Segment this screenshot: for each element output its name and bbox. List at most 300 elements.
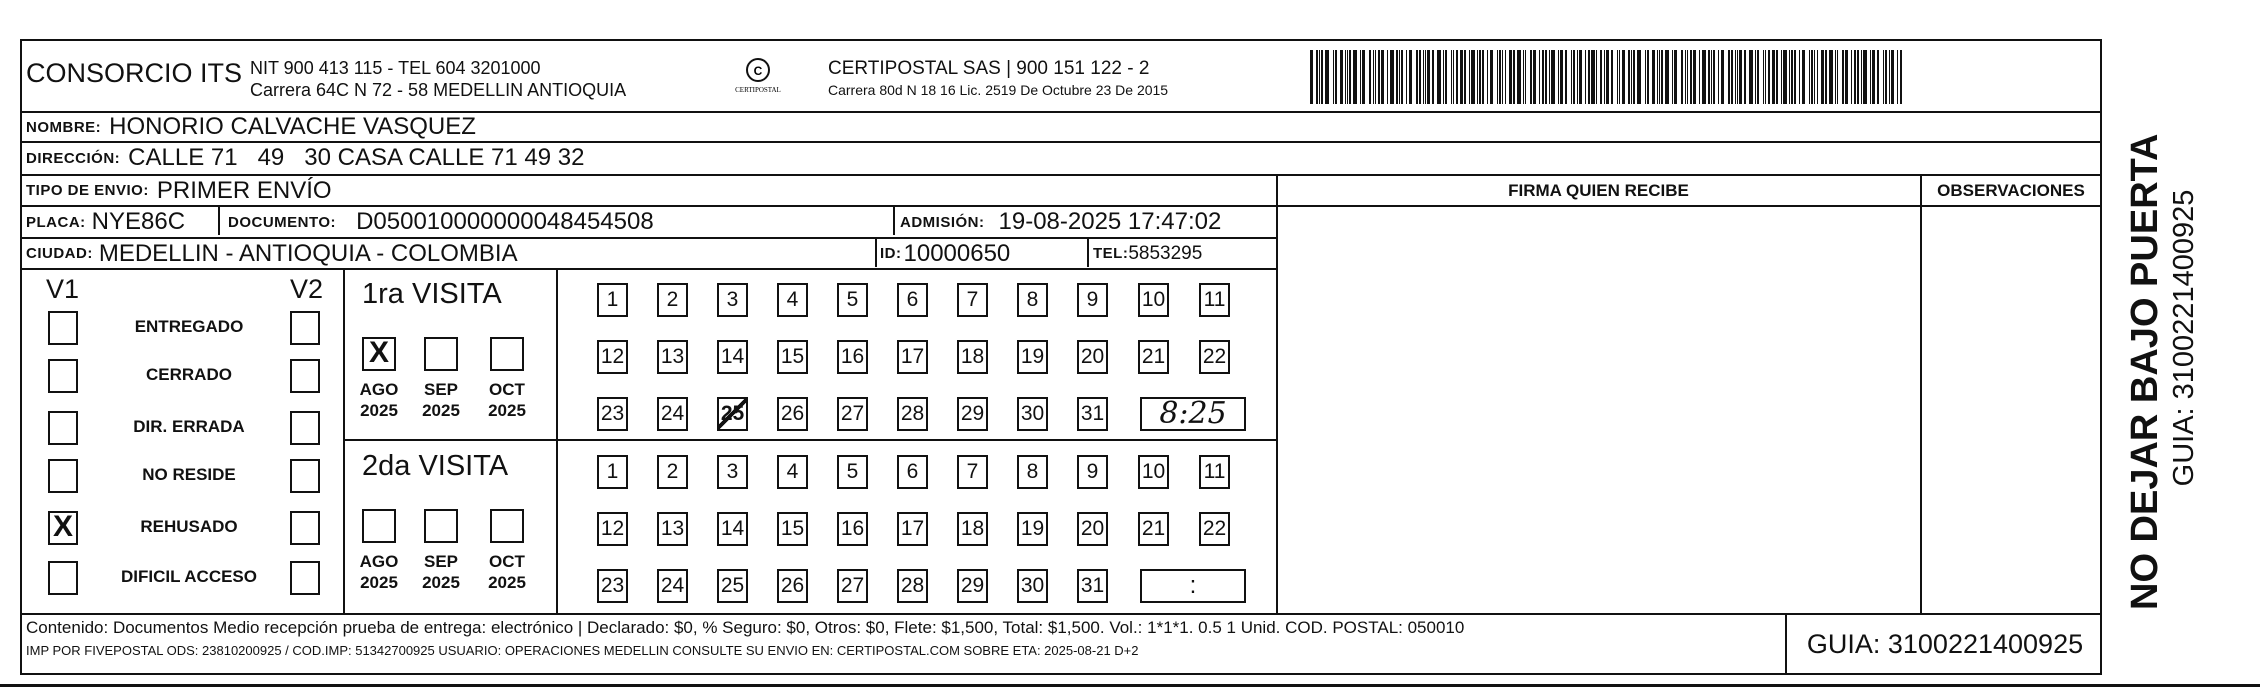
direccion-row: [26, 144, 584, 172]
admision-value: 19-08-2025 17:47:02: [998, 208, 1222, 235]
day-box[interactable]: 26: [777, 397, 808, 431]
barcode-bar: [1333, 50, 1334, 104]
day-box[interactable]: 1: [597, 283, 628, 317]
id-value: 10000650: [903, 239, 1011, 267]
barcode-bar: [1687, 50, 1688, 104]
month-checkbox-0-1[interactable]: [424, 337, 458, 371]
barcode-bar: [1699, 50, 1700, 104]
direccion-value: CALLE 71 49 30 CASA CALLE 71 49 32: [128, 144, 585, 171]
barcode-bar: [1763, 50, 1764, 104]
day-box[interactable]: 10: [1138, 455, 1169, 489]
barcode-bar: [1509, 50, 1512, 104]
barcode-bar: [1401, 50, 1403, 104]
month-year: 2025: [488, 401, 526, 420]
barcode-bar: [1851, 50, 1852, 104]
barcode-bar: [1353, 50, 1357, 104]
barcode-bar: [1539, 50, 1540, 104]
day-box[interactable]: 15: [777, 512, 808, 546]
barcode-bar: [1316, 50, 1318, 104]
barcode-bar: [1425, 50, 1426, 104]
day-box[interactable]: 16: [837, 512, 868, 546]
visit-time-box[interactable]: 8:25: [1140, 397, 1246, 431]
barcode-bar: [1513, 50, 1515, 104]
barcode-bar: [1611, 50, 1613, 104]
month-label: [482, 551, 532, 593]
day-box[interactable]: 4: [777, 455, 808, 489]
barcode-bar: [1497, 50, 1498, 104]
barcode-bar: [1373, 50, 1374, 104]
month-year: 2025: [422, 573, 460, 592]
divider: [218, 207, 220, 235]
day-box[interactable]: 13: [657, 512, 688, 546]
divider: [0, 684, 2260, 687]
barcode-bar: [1672, 50, 1673, 104]
barcode-bar: [1549, 50, 1550, 104]
barcode-bar: [1600, 50, 1602, 104]
day-box[interactable]: 14: [717, 340, 748, 374]
barcode-bar: [1735, 50, 1736, 104]
id-label: ID:: [880, 245, 902, 262]
day-box[interactable]: 28: [897, 569, 928, 603]
day-box[interactable]: 8: [1017, 283, 1048, 317]
barcode-bar: [1558, 50, 1559, 104]
ciudad-label: CIUDAD:: [26, 245, 93, 262]
barcode-bar: [1744, 50, 1746, 104]
barcode-bar: [1565, 50, 1567, 104]
day-box[interactable]: 5: [837, 283, 868, 317]
footer-content-line: Contenido: Documentos Medio recepción prueba de entrega: electrónico | Declarado: $0, % Seguro: $0, Otros: $0, Flete: $1,500, Total: $1,500. Vol.: 1*1*1. 0.5 1 Unid. COD. POSTAL: 050010: [26, 618, 1465, 637]
checkbox-v1-4[interactable]: X: [48, 511, 78, 545]
admision-row: [900, 208, 1221, 236]
barcode-bar: [1821, 50, 1824, 104]
barcode-bar: [1685, 50, 1686, 104]
checkbox-v2-2[interactable]: [290, 411, 320, 445]
divider: [893, 207, 895, 235]
day-box[interactable]: 18: [957, 340, 988, 374]
barcode-bar: [1891, 50, 1894, 104]
barcode-bar: [1396, 50, 1398, 104]
cause-label: REHUSADO: [140, 517, 238, 536]
day-box[interactable]: 19: [1017, 340, 1048, 374]
day-box[interactable]: 14: [717, 512, 748, 546]
barcode-bar: [1551, 50, 1555, 104]
barcode-bar: [1783, 50, 1787, 104]
day-box[interactable]: 28: [897, 397, 928, 431]
day-box[interactable]: 23: [597, 397, 628, 431]
barcode-bar: [1885, 50, 1887, 104]
header-carrier: CERTIPOSTAL SAS | 900 151 122 - 2: [828, 58, 1150, 79]
barcode-bar: [1842, 50, 1844, 104]
barcode-bar: [1711, 50, 1712, 104]
barcode-bar: [1310, 50, 1313, 104]
month-checkbox-1-2[interactable]: [490, 509, 524, 543]
day-box[interactable]: 5: [837, 455, 868, 489]
barcode-bar: [1469, 50, 1470, 104]
barcode-bar: [1702, 50, 1706, 104]
day-box[interactable]: 9: [1077, 283, 1108, 317]
barcode-bar: [1708, 50, 1710, 104]
v1-label: V1: [46, 274, 80, 304]
certipostal-logo: [728, 56, 788, 98]
month-year: 2025: [360, 573, 398, 592]
observaciones-area[interactable]: [1924, 207, 2100, 612]
month-checkbox-0-2[interactable]: [490, 337, 524, 371]
barcode-bar: [1456, 50, 1458, 104]
barcode-bar: [1340, 50, 1343, 104]
barcode-bar: [1772, 50, 1775, 104]
barcode-bar: [1427, 50, 1430, 104]
day-box[interactable]: 7: [957, 283, 988, 317]
barcode-bar: [1829, 50, 1833, 104]
divider: [875, 239, 877, 267]
day-box[interactable]: 13: [657, 340, 688, 374]
barcode-bar: [1835, 50, 1836, 104]
barcode-bar: [1499, 50, 1501, 104]
barcode-bar: [1525, 50, 1526, 104]
id-row: [880, 240, 1010, 267]
documento-value: D050010000000048454508: [356, 208, 654, 235]
day-box[interactable]: 12: [597, 512, 628, 546]
day-box[interactable]: 21: [1138, 512, 1169, 546]
barcode-bar: [1369, 50, 1371, 104]
nombre-label: NOMBRE:: [26, 118, 102, 136]
barcode-bar: [1889, 50, 1890, 104]
day-box[interactable]: 19: [1017, 512, 1048, 546]
barcode-bar: [1883, 50, 1884, 104]
month-label: [416, 551, 466, 593]
barcode-bar: [1809, 50, 1810, 104]
barcode-icon: [1310, 50, 1910, 104]
barcode-bar: [1776, 50, 1778, 104]
cause-label: DIFICIL ACCESO: [120, 567, 257, 586]
placa-row: [26, 208, 185, 236]
barcode-bar: [1604, 50, 1605, 104]
day-box[interactable]: 31: [1077, 397, 1108, 431]
barcode-bar: [1378, 50, 1380, 104]
barcode-bar: [1517, 50, 1521, 104]
divider: [1276, 175, 1278, 614]
barcode-bar: [1789, 50, 1790, 104]
day-box[interactable]: 4: [777, 283, 808, 317]
month-name: SEP: [423, 380, 459, 399]
tel-value: 5853295: [1128, 242, 1203, 264]
month-name: OCT: [489, 380, 525, 399]
barcode-bar: [1661, 50, 1663, 104]
divider: [343, 270, 345, 614]
day-box[interactable]: 22: [1199, 512, 1230, 546]
barcode-bar: [1577, 50, 1578, 104]
barcode-bar: [1606, 50, 1609, 104]
footer-guia: GUIA: 3100221400925: [1806, 629, 2084, 659]
barcode-bar: [1768, 50, 1770, 104]
day-box[interactable]: 22: [1199, 340, 1230, 374]
barcode-bar: [1443, 50, 1444, 104]
month-name: OCT: [489, 552, 525, 571]
month-year: 2025: [422, 401, 460, 420]
barcode-bar: [1542, 50, 1544, 104]
day-box[interactable]: 7: [957, 455, 988, 489]
day-box[interactable]: 26: [777, 569, 808, 603]
day-box[interactable]: 8: [1017, 455, 1048, 489]
month-label: [354, 551, 404, 593]
divider: [20, 613, 2102, 615]
day-box[interactable]: 24: [657, 569, 688, 603]
barcode-bar: [1665, 50, 1669, 104]
barcode-bar: [1690, 50, 1692, 104]
barcode-bar: [1872, 50, 1875, 104]
checkbox-v1-1[interactable]: [48, 359, 78, 393]
barcode-bar: [1335, 50, 1337, 104]
barcode-bar: [1637, 50, 1641, 104]
barcode-bar: [1755, 50, 1756, 104]
barcode-bar: [1432, 50, 1434, 104]
ciudad-row: [26, 240, 518, 267]
tipo-value: PRIMER ENVÍO: [156, 176, 332, 204]
barcode-bar: [1718, 50, 1719, 104]
barcode-bar: [1451, 50, 1452, 104]
day-box[interactable]: 29: [957, 397, 988, 431]
barcode-bar: [1693, 50, 1696, 104]
barcode-bar: [1681, 50, 1683, 104]
cause-label: NO RESIDE: [142, 465, 236, 484]
logo-text: CERTIPOSTAL: [735, 86, 781, 94]
day-box[interactable]: 20: [1077, 340, 1108, 374]
day-box[interactable]: 30: [1017, 569, 1048, 603]
day-box[interactable]: 3: [717, 283, 748, 317]
barcode-bar: [1347, 50, 1348, 104]
barcode-bar: [1460, 50, 1463, 104]
month-label: [416, 379, 466, 421]
barcode-bar: [1652, 50, 1655, 104]
barcode-bar: [1628, 50, 1630, 104]
checkbox-v2-1[interactable]: [290, 359, 320, 393]
checkbox-v2-0[interactable]: [290, 311, 320, 345]
day-box[interactable]: 1: [597, 455, 628, 489]
checkbox-v1-2[interactable]: [48, 411, 78, 445]
barcode-bar: [1375, 50, 1376, 104]
barcode-bar: [1505, 50, 1506, 104]
checkbox-v2-4[interactable]: [290, 511, 320, 545]
cause-label: DIR. ERRADA: [133, 417, 245, 436]
barcode-bar: [1530, 50, 1532, 104]
day-box[interactable]: 29: [957, 569, 988, 603]
month-checkbox-1-1[interactable]: [424, 509, 458, 543]
barcode-bar: [1631, 50, 1632, 104]
day-box[interactable]: 31: [1077, 569, 1108, 603]
checkbox-v2-5[interactable]: [290, 561, 320, 595]
day-box[interactable]: 6: [897, 455, 928, 489]
day-box[interactable]: 11: [1199, 283, 1230, 317]
month-name: AGO: [359, 380, 399, 399]
barcode-bar: [1825, 50, 1827, 104]
barcode-bar: [1811, 50, 1813, 104]
barcode-bar: [1533, 50, 1536, 104]
barcode-bar: [1490, 50, 1493, 104]
barcode-bar: [1657, 50, 1658, 104]
barcode-bar: [1573, 50, 1575, 104]
header-company-address: Carrera 64C N 72 - 58 MEDELLIN ANTIOQUIA: [250, 80, 627, 100]
documento-row: [228, 208, 654, 236]
observaciones-label: OBSERVACIONES: [1937, 181, 2085, 200]
barcode-bar: [1345, 50, 1346, 104]
documento-label: DOCUMENTO:: [228, 213, 337, 231]
checkbox-v1-5[interactable]: [48, 561, 78, 595]
header-carrier-license: Carrera 80d N 18 16 Lic. 2519 De Octubre 23 De 2015: [828, 82, 1169, 98]
nombre-row: [26, 114, 476, 140]
day-box[interactable]: 30: [1017, 397, 1048, 431]
barcode-bar: [1721, 50, 1724, 104]
day-box[interactable]: 11: [1199, 455, 1230, 489]
placa-value: NYE86C: [91, 208, 186, 235]
barcode-bar: [1560, 50, 1563, 104]
barcode-bar: [1728, 50, 1730, 104]
month-label: [354, 379, 404, 421]
barcode-bar: [1453, 50, 1454, 104]
day-box[interactable]: 18: [957, 512, 988, 546]
barcode-bar: [1870, 50, 1871, 104]
month-name: AGO: [359, 552, 399, 571]
barcode-bar: [1814, 50, 1815, 104]
barcode-bar: [1791, 50, 1793, 104]
day-box[interactable]: 23: [597, 569, 628, 603]
cause-label: ENTREGADO: [134, 317, 244, 336]
divider: [556, 270, 558, 614]
barcode-bar: [1591, 50, 1595, 104]
v2-label: V2: [290, 274, 324, 304]
day-box[interactable]: 3: [717, 455, 748, 489]
barcode-bar: [1387, 50, 1388, 104]
cause-label: CERRADO: [146, 365, 232, 384]
barcode-bar: [1739, 50, 1742, 104]
barcode-bar: [1737, 50, 1738, 104]
barcode-bar: [1749, 50, 1753, 104]
visit-2-title: 2da VISITA: [362, 450, 509, 482]
divider: [20, 174, 2102, 176]
side-warning: NO DEJAR BAJO PUERTA: [2124, 133, 2166, 610]
month-year: 2025: [360, 401, 398, 420]
barcode-bar: [1588, 50, 1590, 104]
barcode-bar: [1571, 50, 1572, 104]
barcode-bar: [1319, 50, 1320, 104]
barcode-bar: [1647, 50, 1649, 104]
day-box[interactable]: 20: [1077, 512, 1108, 546]
checkbox-v1-0[interactable]: [48, 311, 78, 345]
barcode-bar: [1897, 50, 1898, 104]
barcode-bar: [1545, 50, 1547, 104]
day-box[interactable]: 9: [1077, 455, 1108, 489]
divider: [1920, 175, 1922, 614]
barcode-bar: [1659, 50, 1660, 104]
barcode-bar: [1619, 50, 1620, 104]
month-checkbox-0-0[interactable]: X: [362, 337, 396, 371]
day-box[interactable]: 21: [1138, 340, 1169, 374]
checkbox-v2-3[interactable]: [290, 459, 320, 493]
barcode-bar: [1423, 50, 1424, 104]
barcode-bar: [1617, 50, 1618, 104]
barcode-bar: [1713, 50, 1715, 104]
day-box[interactable]: 17: [897, 340, 928, 374]
checkbox-v1-3[interactable]: [48, 459, 78, 493]
barcode-bar: [1579, 50, 1582, 104]
barcode-bar: [1321, 50, 1323, 104]
barcode-bar: [1477, 50, 1478, 104]
tel-label: TEL:: [1093, 245, 1129, 262]
direccion-label: DIRECCIÓN:: [26, 149, 121, 167]
visit-time-box[interactable]: :: [1140, 569, 1246, 603]
month-checkbox-1-0[interactable]: [362, 509, 396, 543]
barcode-bar: [1464, 50, 1466, 104]
barcode-bar: [1863, 50, 1867, 104]
day-box[interactable]: 24: [657, 397, 688, 431]
barcode-bar: [1437, 50, 1441, 104]
barcode-bar: [1674, 50, 1677, 104]
barcode-bar: [1622, 50, 1625, 104]
day-box[interactable]: 2: [657, 283, 688, 317]
visit-1-title: 1ra VISITA: [362, 278, 502, 310]
footer-imp-line: IMP POR FIVEPOSTAL ODS: 23810200925 / COD.IMP: 51342700925 USUARIO: OPERACIONES MEDELLIN CONSULTE SU ENVIO EN: CERTIPOSTAL.COM SOBRE ETA: 2025-08-21 D+2: [26, 643, 1139, 658]
day-box[interactable]: 2: [657, 455, 688, 489]
barcode-bar: [1757, 50, 1759, 104]
barcode-bar: [1845, 50, 1848, 104]
day-box[interactable]: 16: [837, 340, 868, 374]
barcode-bar: [1360, 50, 1361, 104]
day-box[interactable]: 6: [897, 283, 928, 317]
divider: [1087, 239, 1089, 267]
barcode-bar: [1487, 50, 1488, 104]
day-box[interactable]: 25: [717, 569, 748, 603]
firma-label: FIRMA QUIEN RECIBE: [1508, 181, 1689, 200]
day-box[interactable]: 15: [777, 340, 808, 374]
barcode-bar: [1416, 50, 1418, 104]
barcode-bar: [1406, 50, 1407, 104]
barcode-bar: [1802, 50, 1805, 104]
barcode-bar: [1633, 50, 1635, 104]
barcode-bar: [1445, 50, 1447, 104]
barcode-bar: [1479, 50, 1481, 104]
barcode-bar: [1585, 50, 1586, 104]
day-box[interactable]: 27: [837, 397, 868, 431]
barcode-bar: [1349, 50, 1351, 104]
placa-label: PLACA:: [26, 213, 86, 231]
day-box[interactable]: 17: [897, 512, 928, 546]
header-company-nit: NIT 900 413 115 - TEL 604 3201000: [250, 58, 541, 78]
barcode-bar: [1794, 50, 1796, 104]
barcode-bar: [1596, 50, 1597, 104]
month-name: SEP: [423, 552, 459, 571]
month-year: 2025: [488, 573, 526, 592]
divider: [1785, 614, 1787, 675]
barcode-bar: [1523, 50, 1524, 104]
barcode-bar: [1419, 50, 1421, 104]
admision-label: ADMISIÓN:: [900, 213, 985, 231]
nombre-value: HONORIO CALVACHE VASQUEZ: [109, 113, 476, 140]
barcode-bar: [1381, 50, 1384, 104]
barcode-bar: [1857, 50, 1859, 104]
ciudad-value: MEDELLIN - ANTIOQUIA - COLOMBIA: [98, 239, 518, 267]
signature-area[interactable]: [1280, 207, 1918, 612]
svg-text:C: C: [753, 64, 763, 78]
day-box[interactable]: 27: [837, 569, 868, 603]
barcode-bar: [1781, 50, 1782, 104]
day-box[interactable]: 12: [597, 340, 628, 374]
barcode-bar: [1471, 50, 1475, 104]
day-box[interactable]: 10: [1138, 283, 1169, 317]
tel-row: [1093, 240, 1202, 267]
barcode-bar: [1325, 50, 1329, 104]
barcode-bar: [1900, 50, 1902, 104]
side-guia: GUIA: 3100221400925: [2168, 189, 2200, 487]
day-box[interactable]: 25: [717, 397, 748, 431]
